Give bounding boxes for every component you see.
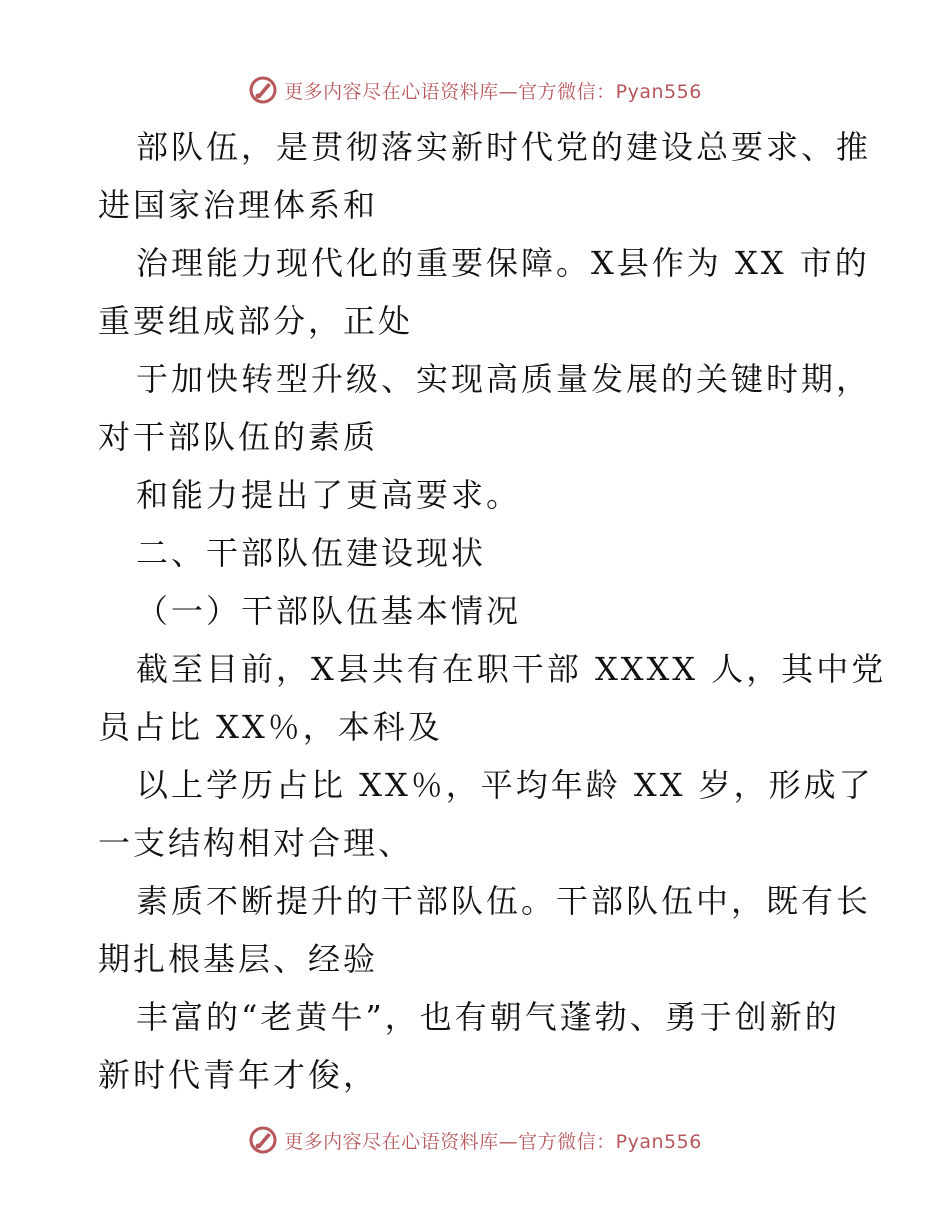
text-line: 素质不断提升的干部队伍。干部队伍中，既有长	[136, 882, 872, 920]
text-line: 对干部队伍的素质	[98, 418, 379, 456]
text-line: 员占比 XX％，本科及	[98, 708, 443, 746]
header-watermark	[0, 70, 950, 110]
text-line: （一）干部队伍基本情况	[136, 592, 522, 630]
brush-seal-icon	[248, 75, 278, 105]
text-line: 部队伍，是贯彻落实新时代党的建设总要求、推	[136, 128, 872, 166]
brush-seal-icon	[248, 1125, 278, 1155]
document-body	[98, 118, 887, 1104]
text-line: 截至目前，X县共有在职干部 XXXX 人，其中党	[136, 650, 887, 688]
text-line: 新时代青年才俊，	[98, 1056, 379, 1094]
text-line: 二、干部队伍建设现状	[136, 534, 487, 572]
text-line: 以上学历占比 XX％，平均年龄 XX 岁，形成了	[136, 766, 874, 804]
text-line: 丰富的“老黄牛”，也有朝气蓬勃、勇于创新的	[136, 998, 840, 1036]
text-line: 治理能力现代化的重要保障。X县作为 XX 市的	[136, 244, 870, 282]
text-line: 重要组成部分，正处	[98, 302, 414, 340]
header-watermark-text: 更多内容尽在心语资料库—官方微信：Pyan556	[284, 80, 702, 103]
text-line: 和能力提出了更高要求。	[136, 476, 522, 514]
footer-watermark-text: 更多内容尽在心语资料库—官方微信：Pyan556	[284, 1130, 702, 1153]
text-line: 期扎根基层、经验	[98, 940, 379, 978]
text-line: 进国家治理体系和	[98, 186, 379, 224]
footer-watermark	[0, 1120, 950, 1160]
text-line: 于加快转型升级、实现高质量发展的关键时期，	[136, 360, 872, 398]
text-line: 一支结构相对合理、	[98, 824, 414, 862]
